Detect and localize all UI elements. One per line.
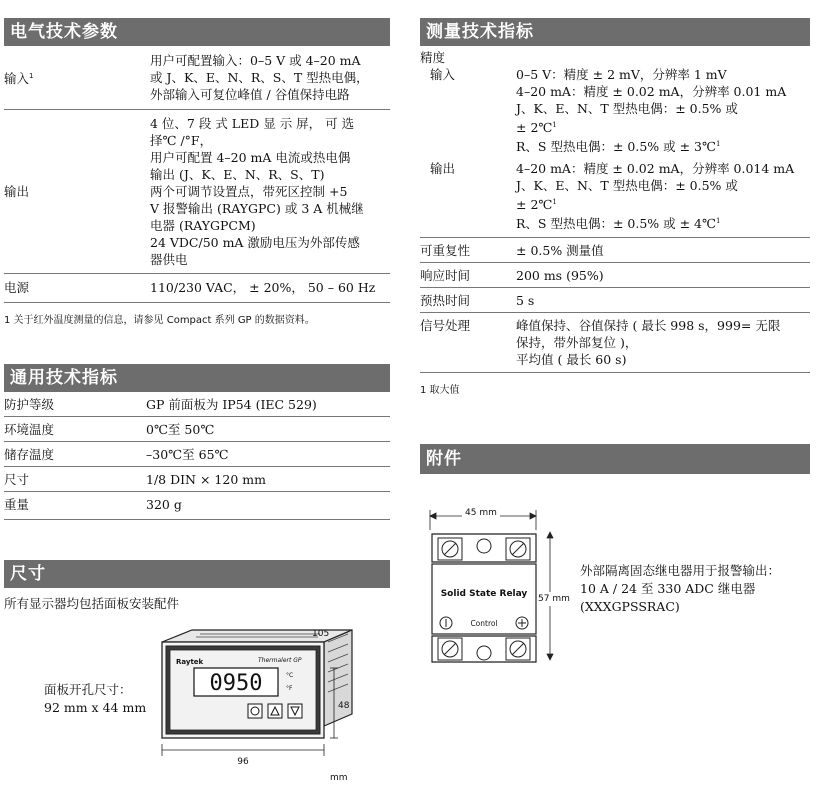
electrical-table bbox=[4, 46, 390, 303]
deg-c-label: °C bbox=[286, 672, 294, 679]
dim-width: 96 bbox=[237, 757, 249, 767]
control-label: Control bbox=[470, 619, 498, 628]
table-row: 电源 110/230 VAC， ± 20%， 50 – 60 Hz bbox=[4, 274, 390, 303]
table-row: 防护等级 GP 前面板为 IP54 (IEC 529) bbox=[4, 392, 390, 417]
measurement-title: 测量技术指标 bbox=[420, 18, 810, 46]
row-label: 电源 bbox=[4, 280, 30, 295]
electrical-title: 电气技术参数 bbox=[4, 18, 390, 46]
table-row: 重量 320 g bbox=[4, 492, 390, 520]
dim-unit: mm bbox=[330, 773, 348, 783]
measurement-section bbox=[420, 18, 810, 396]
table-row: 输出 4 位、7 段 式 LED 显 示 屏， 可 选 择℃ /°F， 用户可配置 4–20 mA 电流或热电偶 输出 (J、K、E、N、R、S、T) 两个可调节设置点，带死区控制 +5 V 报警输出 (RAYGPC) 或 3 A 机械继 电器 (RAYGPCM) 24 VDC/50 mA 激励电压为外部传感 器供电 bbox=[4, 110, 390, 274]
accessories-title: 附件 bbox=[420, 444, 810, 474]
electrical-section bbox=[4, 18, 390, 326]
table-row: 预热时间 5 s bbox=[420, 287, 810, 312]
table-row: 尺寸 1/8 DIN × 120 mm bbox=[4, 467, 390, 492]
cutout-label: 面板开孔尺寸： bbox=[44, 682, 132, 697]
general-title: 通用技术指标 bbox=[4, 364, 390, 392]
table-row: 响应时间 200 ms (95%) bbox=[420, 262, 810, 287]
general-section bbox=[4, 364, 390, 520]
relay-height-label: 57 mm bbox=[538, 594, 570, 604]
display-drawing bbox=[152, 628, 362, 790]
row-label: 输出 bbox=[4, 183, 30, 199]
dimensions-title: 尺寸 bbox=[4, 560, 390, 588]
cutout-value: 92 mm x 44 mm bbox=[44, 700, 147, 715]
dim-height: 48 bbox=[338, 701, 350, 711]
relay-width-label: 45 mm bbox=[462, 508, 500, 518]
relay-description: 外部隔离固态继电器用于报警输出： 10 A / 24 至 330 ADC 继电器 (XXXGPSSRAC) bbox=[580, 563, 781, 614]
table-row: 输入$^1$ 用户可配置输入：0–5 V 或 4–20 mA 或 J、K、E、N、R、S、T 型热电偶， 外部输入可复位峰值 / 谷值保持电路 bbox=[4, 46, 390, 110]
dim-depth: 105 bbox=[312, 629, 330, 639]
table-row: 储存温度 –30℃至 65℃ bbox=[4, 442, 390, 467]
footnote: 1 取大值 bbox=[420, 384, 460, 396]
relay-label: Solid State Relay bbox=[440, 589, 528, 599]
row-label: 输入 bbox=[4, 71, 30, 87]
table-row: 输出 4–20 mA：精度 ± 0.02 mA，分辨率 0.014 mA J、K、E、N、T 型热电偶：± 0.5% 或 ± 2℃$^1$ R、S 型热电偶：± 0.5% 或 ± 4℃$^1$ bbox=[420, 158, 810, 237]
dimensions-section bbox=[4, 560, 390, 790]
dimensions-subtitle: 所有显示器均包括面板安装配件 bbox=[4, 596, 180, 611]
table-row: 精度 bbox=[420, 50, 446, 65]
accessories-section bbox=[420, 444, 810, 684]
model-text: Thermalert GP bbox=[258, 657, 302, 664]
measurement-table bbox=[420, 46, 810, 373]
table-row: 输入 0–5 V：精度 ± 2 mV，分辨率 1 mV 4–20 mA：精度 ± 0.02 mA，分辨率 0.01 mA J、K、E、N、T 型热电偶：± 0.5% 或 ± 2℃$^1$ R、S 型热电偶：± 0.5% 或 ± 3℃$^1$ bbox=[430, 67, 787, 155]
deg-f-label: °F bbox=[286, 685, 293, 692]
table-row: 信号处理 峰值保持、谷值保持 ( 最长 998 s，999= 无限 保持，带外部复位 )， 平均值 ( 最长 60 s) bbox=[420, 312, 810, 372]
table-row: 可重复性 ± 0.5% 测量值 bbox=[420, 237, 810, 262]
screw-hole-icon bbox=[477, 646, 491, 660]
table-row: 环境温度 0℃至 50℃ bbox=[4, 417, 390, 442]
general-table bbox=[4, 392, 390, 520]
power-button-icon bbox=[248, 704, 262, 718]
screw-hole-icon bbox=[477, 539, 491, 553]
footnote: 1 关于红外温度测量的信息，请参见 Compact 系列 GP 的数据资料。 bbox=[4, 315, 315, 326]
brand-text: Raytek bbox=[176, 658, 204, 666]
display-readout: 0950 bbox=[209, 671, 263, 696]
